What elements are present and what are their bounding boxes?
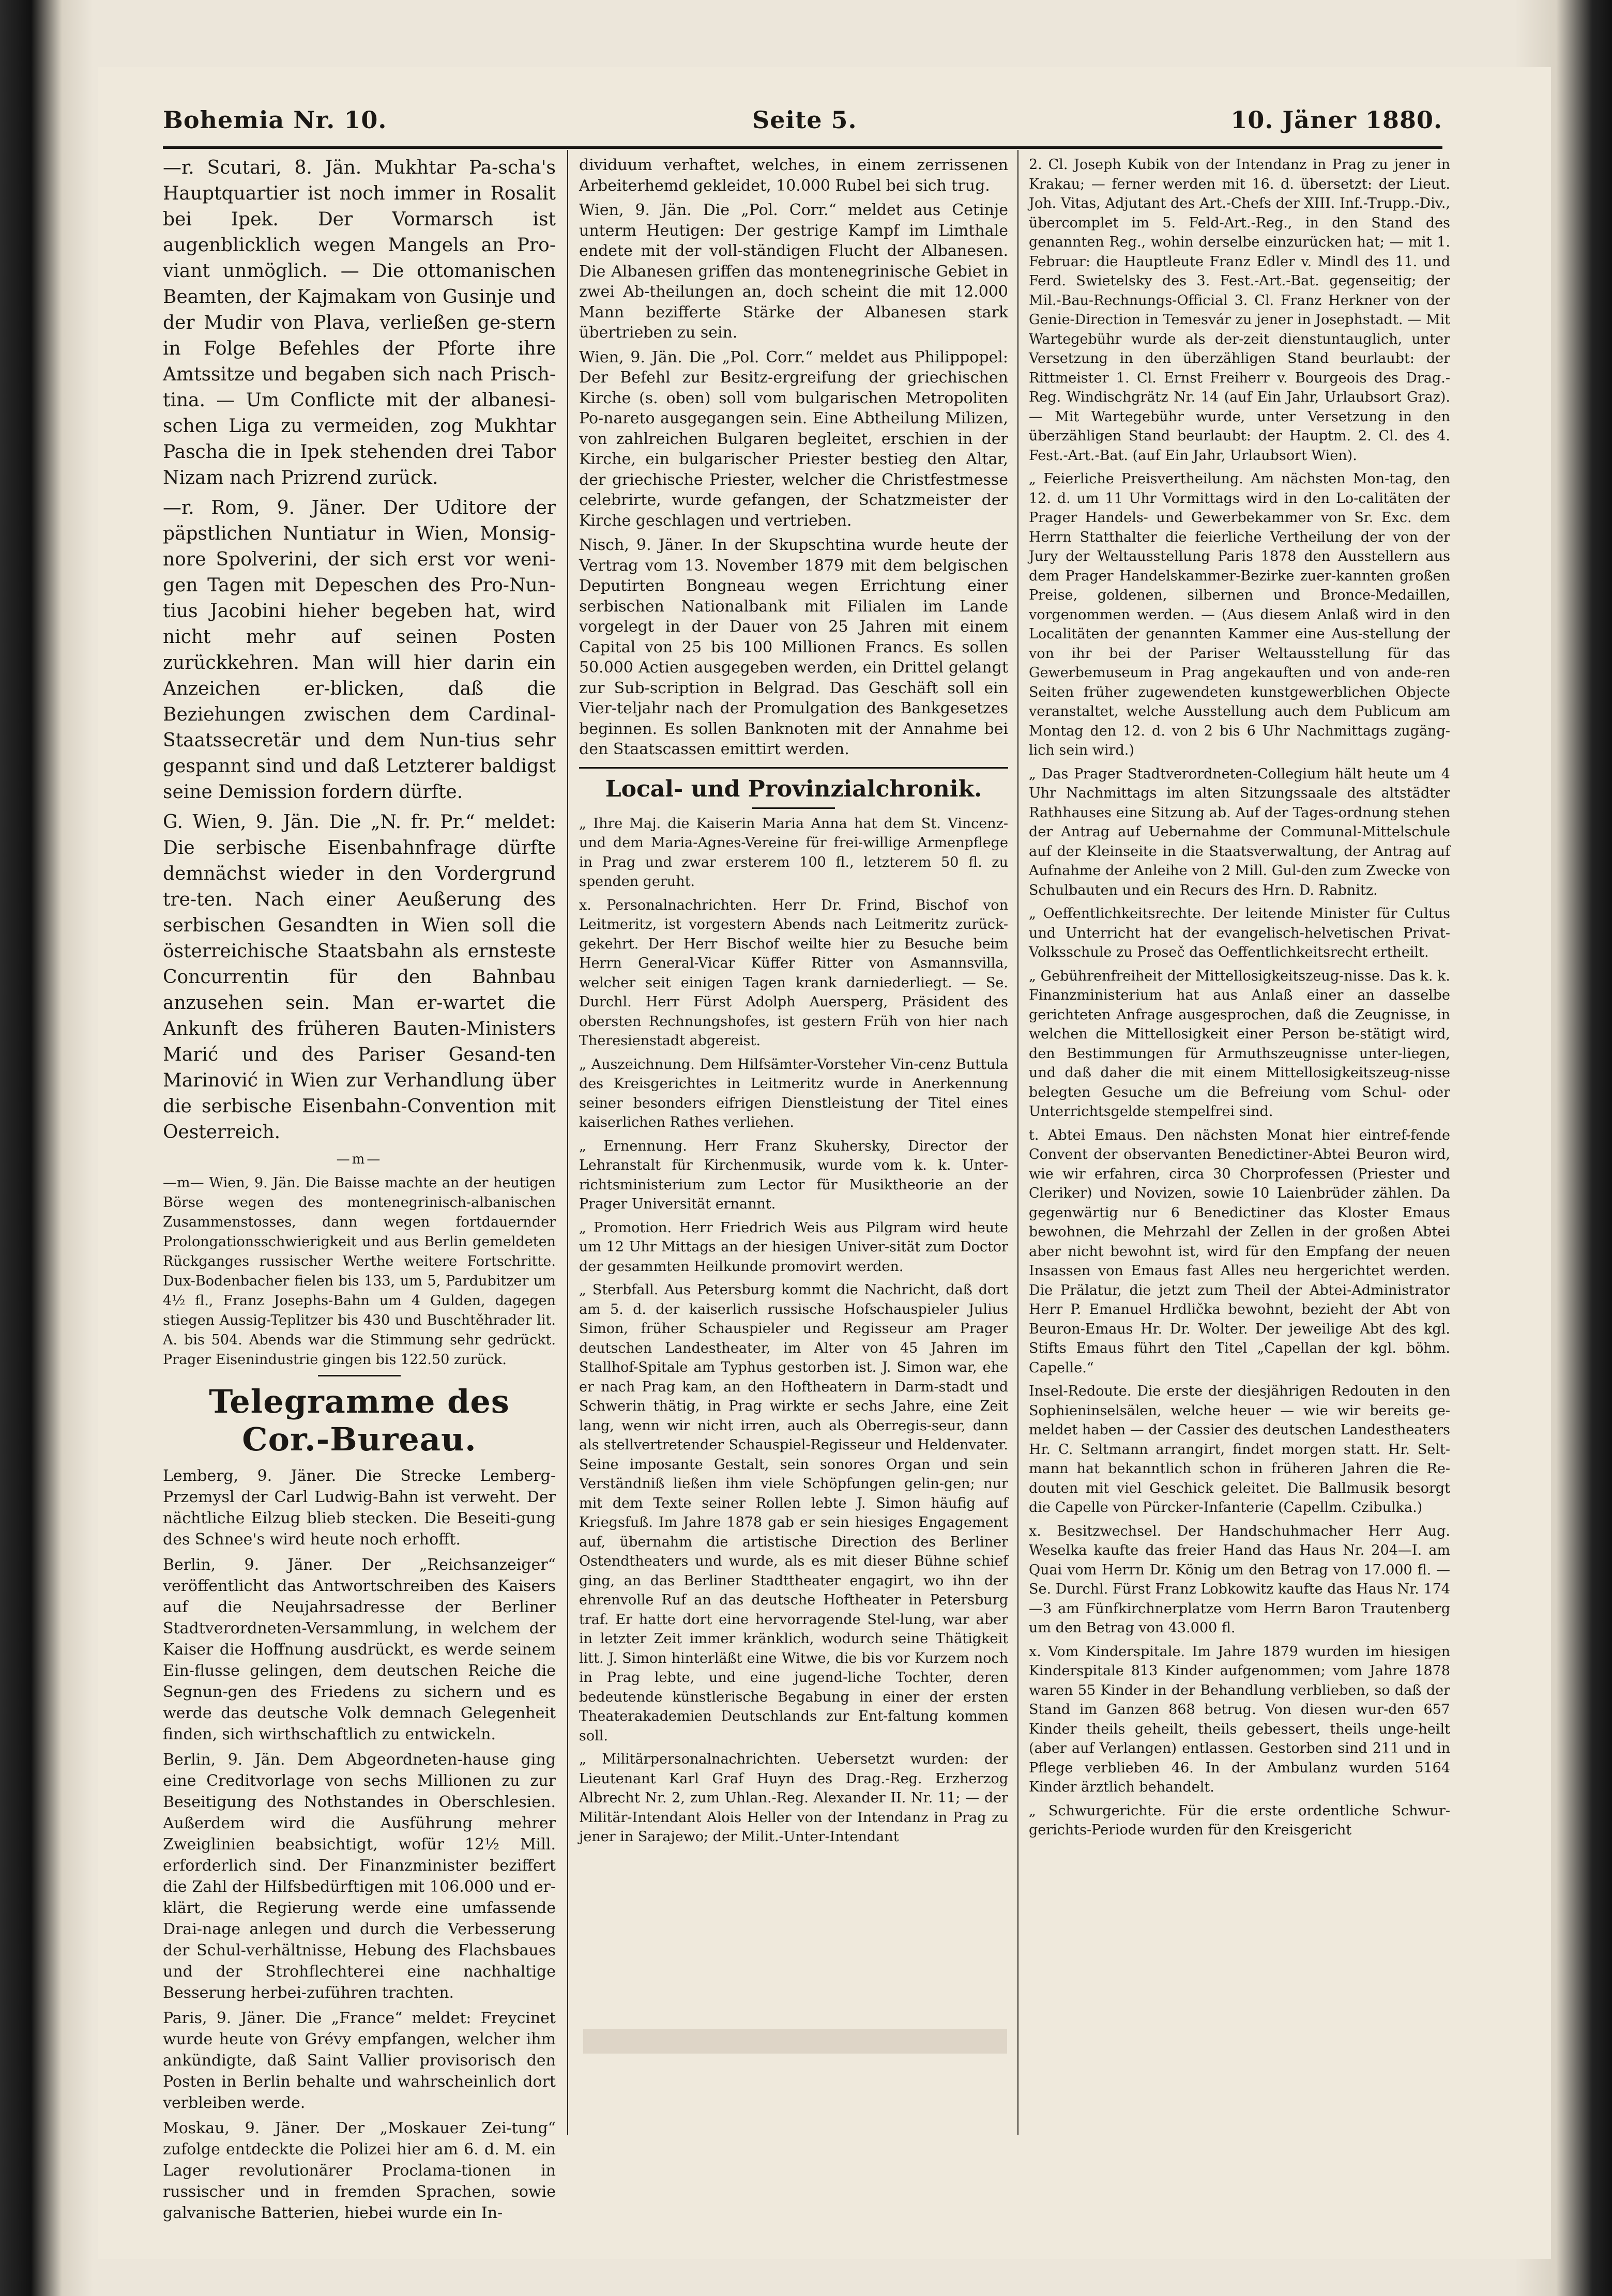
- section-title-telegramme: Telegramme des Cor.-Bureau.: [209, 1383, 510, 1458]
- article-militaer-cont: 2. Cl. Joseph Kubik von der Intendanz in Prag zu jener in Krakau; — ferner werden mit 16. d. übersetzt: der Lieut. Joh. Vitas, Adjutant des Art.-Chefs der XIII. Inf.-Trupp.-Div., übercomplet im 5. Feld-Art.-Reg., in den Stand des genannten Reg., wohin derselbe einzurücken hat; — mit 1. Februar: die Hauptleute Franz Edler v. Mindl des 11. und Ferd. Swietelsky des 3. Fest.-Art.-Bat. gegenseitig; der Mil.-Bau-Rechnungs-Official 3. Cl. Franz Herkner von der Genie-Direction in Temesvár zu jener in Josephstadt. — Mit Wartegebühr wurde als der-zeit dienstuntauglich, unter Versetzung in den überzähligen Stand beurlaubt: der Rittmeister 1. Cl. Ernst Freiherr v. Bourgeois des Drag.-Reg. Windischgrätz Nr. 14 (auf Ein Jahr, Urlaubsort Graz). — Mit Wartegebühr wurde, unter Versetzung in den überzähligen Stand beurlaubt: der Hauptm. 2. Cl. des 4. Fest.-Art.-Bat. (auf Ein Jahr, Urlaubsort Wien).: [1029, 157, 1450, 464]
- article-personalnachrichten: x. Personalnachrichten. Herr Dr. Frind, Bischof von Leitmeritz, ist vorgestern Abends nach Leitmeritz zurück-gekehrt. Der Herr Bischof weilte hier zu Besuche beim Herrn General-Vicar Küffer Ritter von Asmannsvilla, welcher seit einigen Tagen krank darniederliegt. — Se. Durchl. Herr Fürst Adolph Auersperg, Präsident des obersten Rechnungshofes, ist gestern Früh von hier nach Theresienstadt abgereist.: [579, 897, 1008, 1049]
- column-1: [163, 155, 556, 2222]
- article-berlin-reichsanzeiger: Berlin, 9. Jäner. Der „Reichsanzeiger“ veröffentlicht das Antwortschreiben des Kaisers auf die Neujahrsadresse der Berliner Stadtverordneten-Versammlung, in welchem der Kaiser die Hoffnung ausdrückt, es werde seinem Ein-flusse gelingen, dem deutschen Reiche die Segnun-gen des Friedens zu sichern und es werde das deutsche Volk demnach Gelegenheit finden, sich wirthschaftlich zu entwickeln.: [163, 1556, 556, 1743]
- column-divider-1: [567, 150, 568, 2135]
- article-ernennung: „ Ernennung. Herr Franz Skuhersky, Director der Lehranstalt für Kirchenmusik, wurde vom k. k. Unter-richtsministerium zum Lector für Musiktheorie an der Prager Universität ernannt.: [579, 1138, 1008, 1212]
- article-berlin-abgeordnetenhaus: Berlin, 9. Jän. Dem Abgeordneten-hause ging eine Creditvorlage von sechs Millionen zu zur Beseitigung des Nothstandes in Oberschlesien. Außerdem wird die Ausführung mehrer Zweiglinien beabsichtigt, wofür 12½ Mill. erforderlich sind. Der Finanzminister beziffert die Zahl der Hilfsbedürftigen mit 106.000 und er-klärt, die Regierung werde eine umfassende Drai-nage anlegen und durch die Verbesserung der Schul-verhältnisse, Hebung des Flachsbaues und der Strohflechterei eine nachhaltige Besserung herbei-zuführen trachten.: [163, 1751, 556, 2002]
- header-date: 10. Jäner 1880.: [1230, 106, 1442, 134]
- short-rule: [318, 1375, 401, 1376]
- article-moskau: Moskau, 9. Jäner. Der „Moskauer Zei-tung“ zufolge entdeckte die Polizei hier am 6. d. M. ein Lager revolutionärer Proclama-tionen in russischer und in fremden Sprachen, sowie galvanische Batterien, hiebei wurde ein In-: [163, 2119, 556, 2222]
- article-lemberg: Lemberg, 9. Jäner. Die Strecke Lemberg-Przemysl der Carl Ludwig-Bahn ist verweht. Der nächtliche Eilzug blieb stecken. Die Beseiti-gung des Schnee's wird heute noch erhofft.: [163, 1467, 556, 1549]
- article-paris: Paris, 9. Jäner. Die „France“ meldet: Freycinet wurde heute von Grévy empfangen, welcher ihm ankündigte, daß Saint Vallier provisorisch den Posten in Berlin behalte und wahrscheinlich dort verbleiben werde.: [163, 2009, 556, 2112]
- article-abtei-emaus: t. Abtei Emaus. Den nächsten Monat hier eintref-fende Convent der observanten Benedictiner-Abtei Beuron wird, wie wir erfahren, circa 30 Chorprofessen (Priester und Cleriker) und Novizen, sowie 10 Laienbrüder zählen. Da gegenwärtig nur 6 Benedictiner das Kloster Emaus bewohnen, die Mehrzahl der Zellen in der großen Abtei aber nicht bewohnt ist, wird für den Empfang der neuen Insassen von Emaus fast Alles neu hergerichtet werden. Die Prälatur, die jetzt zum Theil der Abtei-Administrator Herr P. Emanuel Hrdlička bewohnt, bezieht der Abt von Beuron-Emaus Hr. Dr. Wolter. Der jeweilige Abt des kgl. Stifts Emaus führt den Titel „Capellan der kgl. böhm. Capelle.“: [1029, 1127, 1450, 1376]
- article-gebuehrenfreiheit: „ Gebührenfreiheit der Mittellosigkeitszeug-nisse. Das k. k. Finanzministerium hat aus Anlaß einer an dasselbe gerichteten Anfrage ausgesprochen, daß die Zeugnisse, in welchen die Mittellosigkeit einer Person be-stätigt wird, den Bestimmungen für Armuthszeugnisse unter-liegen, und daß daher die mit einem Mittellosigkeitszeug-nisse belegten Gesuche um die Befreiung vom Schul- oder Unterrichtsgelde stempelfrei sind.: [1029, 968, 1450, 1120]
- column-divider-2: [1017, 150, 1018, 2135]
- article-wien-eisenbahn: G. Wien, 9. Jän. Die „N. fr. Pr.“ meldet: Die serbische Eisenbahnfrage dürfte demnächst wieder in den Vordergrund tre-ten. Nach einer Aeußerung des serbischen Gesandten in Wien soll die österreichische Staatsbahn als ernsteste Concurrentin für den Bahnbau anzusehen sein. Man er-wartet die Ankunft des früheren Bauten-Ministers Marić und des Pariser Gesand-ten Marinović in Wien zur Verhandlung über die serbische Eisenbahn-Convention mit Oesterreich.: [163, 812, 556, 1143]
- header-page-number: Seite 5.: [752, 106, 857, 134]
- article-wien-cetinje: Wien, 9. Jän. Die „Pol. Corr.“ meldet aus Cetinje unterm Heutigen: Der gestrige Kampf im Limthale endete mit der voll-ständigen Flucht der Albanesen. Die Albanesen griffen das montenegrinische Gebiet in zwei Ab-theilungen an, doch scheint die mit 12.000 Mann bezifferte Stärke der Albanesen stark übertrieben zu sein.: [579, 201, 1008, 342]
- article-insel-redoute: Insel-Redoute. Die erste der diesjährigen Redouten in den Sophieninselsälen, welche heuer — wie wir bereits ge-meldet haben — der Cassier des deutschen Landestheaters Hr. C. Seltmann arrangirt, findet morgen statt. Hr. Selt-mann hat bekanntlich schon in früheren Jahren die Re-douten mit viel Geschick geleitet. Die Ballmusik besorgt die Capelle von Pürcker-Infanterie (Capellm. Czibulka.): [1029, 1383, 1450, 1516]
- article-oeffentlichkeitsrecht: „ Oeffentlichkeitsrechte. Der leitende Minister für Cultus und Unterricht hat der evangelisch-helvetischen Privat-Volksschule zu Proseč das Oeffentlichkeitsrecht ertheilt.: [1029, 906, 1450, 960]
- header-rule: [163, 146, 1442, 149]
- article-rom: —r. Rom, 9. Jäner. Der Uditore der päpstlichen Nuntiatur in Wien, Monsig-nore Spolverini, der sich erst vor weni-gen Tagen mit Depeschen des Pro-Nun-tius Jacobini hieher begeben hat, wird nicht mehr auf seinen Posten zurückkehren. Man will hier darin ein Anzeichen er-blicken, daß die Beziehungen zwischen dem Cardinal-Staatssecretär und dem Nun-tius sehr gespannt sind und daß Letzterer baldigst seine Demission fordern dürfte.: [163, 497, 556, 803]
- article-wien-philippopel: Wien, 9. Jän. Die „Pol. Corr.“ meldet aus Philippopel: Der Befehl zur Besitz-ergreifung der griechischen Kirche (s. oben) soll vom bulgarischen Metropoliten Po-nareto ausgegangen sein. Eine Abtheilung Milizen, von zahlreichen Bulgaren begleitet, erschien in der Kirche, ein bulgarischer Priester bestieg den Altar, der griechische Priester, welcher die Christfestmesse celebrirte, wurde gefangen, der Schatzmeister der Kirche geschlagen und vertrieben.: [579, 348, 1008, 530]
- divider-mark: —m—: [336, 1152, 383, 1167]
- article-kaiserin: „ Ihre Maj. die Kaiserin Maria Anna hat dem St. Vincenz- und dem Maria-Agnes-Vereine für frei-willige Armenpflege in Prag und zwar ersterem 100 fl., letzterem 50 fl. zu spenden geruht.: [579, 815, 1008, 890]
- page-header: [163, 106, 1442, 142]
- article-stadtverordnete: „ Das Prager Stadtverordneten-Collegium hält heute um 4 Uhr Nachmittags im alten Sitzungssaale des altstädter Rathhauses eine Sitzung ab. Auf der Tages-ordnung stehen der Antrag auf Uebernahme der Communal-Mittelschule auf der Kleinseite in die Staatsverwaltung, der Antrag auf Aufnahme der Anleihe von 2 Mill. Gul-den zum Zwecke von Schulbauten und ein Recurs des Hrn. D. Rabnitz.: [1029, 766, 1450, 898]
- short-rule-2: [752, 807, 835, 809]
- article-moskau-cont: dividuum verhaftet, welches, in einem zerrissenen Arbeiterhemd gekleidet, 10.000 Rubel bei sich trug.: [579, 156, 1008, 195]
- header-title: Bohemia Nr. 10.: [163, 106, 387, 134]
- column-2: [579, 155, 1008, 2140]
- article-auszeichnung: „ Auszeichnung. Dem Hilfsämter-Vorsteher Vin-cenz Buttula des Kreisgerichtes in Leitmeritz wurde in Anerkennung seiner besonders eifrigen Dienstleistung der Titel eines kaiserlichen Rathes verliehen.: [579, 1056, 1008, 1130]
- article-kinderspital: x. Vom Kinderspitale. Im Jahre 1879 wurden im hiesigen Kinderspitale 813 Kinder aufgenommen; vom Jahre 1878 waren 55 Kinder in der Behandlung verblieben, so daß der Stand im Ganzen 868 betrug. Von diesen wur-den 657 Kinder theils geheilt, theils gebessert, theils unge-heilt (aber auf Verlangen) entlassen. Gestorben sind 211 und in Pflege verblieben 46. In der Ambulanz wurden 5164 Kinder ärztlich behandelt.: [1029, 1643, 1450, 1795]
- section-title-localchronik: Local- und Provinzialchronik.: [605, 775, 982, 802]
- article-schwurgerichte: „ Schwurgerichte. Für die erste ordentliche Schwur-gerichts-Periode wurden für den Kreisgericht: [1029, 1802, 1450, 1838]
- section-rule: [579, 767, 1008, 769]
- article-scutari: —r. Scutari, 8. Jän. Mukhtar Pa-scha's Hauptquartier ist noch immer in Rosalit bei Ipek. Der Vormarsch ist augenblicklich wegen Mangels an Pro-viant unmöglich. — Die ottomanischen Beamten, der Kajmakam von Gusinje und der Mudir von Plava, verließen ge-stern in Folge Befehles der Pforte ihre Amtssitze und begaben sich nach Prisch-tina. — Um Conflicte mit der albanesi-schen Liga zu vermeiden, zog Mukhtar Pascha die in Ipek stehenden drei Tabor Nizam nach Prizrend zurück.: [163, 157, 556, 488]
- article-boerse: —m— Wien, 9. Jän. Die Baisse machte an der heutigen Börse wegen des montenegrinisch-albanischen Zusammenstosses, dann wegen fortdauernder Prolongationsschwierigkeit und aus Berlin gemeldeten Rückganges russischer Werthe weitere Fortschritte. Dux-Bodenbacher fielen bis 133, um 5, Pardubitzer um 4½ fl., Franz Josephs-Bahn um 4 Gulden, dagegen stiegen Aussig-Teplitzer bis 430 und Buschtěhrader lit. A. bis 504. Abends war die Stimmung sehr gedrückt. Prager Eisenindustrie gingen bis 122.50 zurück.: [163, 1175, 556, 1368]
- article-sterbfall: „ Sterbfall. Aus Petersburg kommt die Nachricht, daß dort am 5. d. der kaiserlich russische Hofschauspieler Julius Simon, früher Schauspieler und Regisseur am Prager deutschen Landestheater, im Alter von 45 Jahren im Stallhof-Spitale am Typhus gestorben ist. J. Simon war, ehe er nach Prag kam, an den Hoftheatern in Darm-stadt und Schwerin thätig, in Prag wirkte er sechs Jahre, eine Zeit lang, wenn wir nicht irren, auch als Oberregis-seur, dann als stellvertretender Schauspiel-Regisseur und Heldenvater. Seine imposante Gestalt, sein sonores Organ und sein Verständniß ließen ihm viele Schöpfungen gelin-gen; nur mit dem Texte seiner Rollen lebte J. Simon häufig auf Kriegsfuß. Im Jahre 1878 gab er sein hiesiges Engagement auf, übernahm die artistische Direction des Berliner Ostendtheaters und wurde, als es mit dieser Bühne schief ging, an das Berliner Stadttheater engagirt, wo ihn der ehrenvolle Ruf an das deutsche Hoftheater in Petersburg traf. Er hatte dort eine hervorragende Stel-lung, war aber in letzter Zeit immer kränklich, wodurch seine Thätigkeit litt. J. Simon hinterläßt eine Witwe, die bis vor Kurzem noch in Prag lebte, und eine jugend-liche Tochter, deren bedeutende künstlerische Begabung in einer der ersten Theaterakademien Deutschlands zur Ent-faltung kommen soll.: [579, 1282, 1008, 1744]
- scan-tape-mark: [583, 2029, 1007, 2054]
- article-militaerpersonal: „ Militärpersonalnachrichten. Uebersetzt wurden: der Lieutenant Karl Graf Huyn des Drag.-Reg. Erzherzog Albrecht Nr. 2, zum Uhlan.-Reg. Alexander II. Nr. 11; — der Militär-Intendant Alois Heller von der Intendanz in Prag zu jener in Sarajewo; der Milit.-Unter-Intendant: [579, 1751, 1008, 1845]
- article-besitzwechsel: x. Besitzwechsel. Der Handschuhmacher Herr Aug. Weselka kaufte das freier Hand das Haus Nr. 204—I. am Quai vom Herrn Dr. König um den Betrag von 17.000 fl. — Se. Durchl. Fürst Franz Lobkowitz kaufte das Haus Nr. 174—3 am Fünfkirchnerplatze vom Herrn Baron Trautenberg um den Betrag von 43.000 fl.: [1029, 1523, 1450, 1636]
- article-preisvertheilung: „ Feierliche Preisvertheilung. Am nächsten Mon-tag, den 12. d. um 11 Uhr Vormittags wird in den Lo-calitäten der Prager Handels- und Gewerbekammer von Sr. Exc. dem Herrn Statthalter die feierliche Vertheilung der von der Jury der Weltausstellung Paris 1878 den Ausstellern aus dem Prager Handelskammer-Bezirke zuer-kannten großen Preise, goldenen, silbernen und Bronce-Medaillen, vorgenommen werden. — (Aus diesem Anlaß wird in den Localitäten der genannten Kammer eine Aus-stellung der von ihr bei der Pariser Weltausstellung für das Gewerbemuseum in Prag angekauften und von ande-ren Seiten früher zugewendeten kunstgewerblichen Objecte veranstaltet, welche Ausstellung auch dem Publicum am Montag den 12. d. von 2 bis 6 Uhr Nachmittags zugäng-lich sein wird.): [1029, 471, 1450, 758]
- article-nisch: Nisch, 9. Jäner. In der Skupschtina wurde heute der Vertrag vom 13. November 1879 mit dem belgischen Deputirten Bongneau wegen Errichtung einer serbischen Nationalbank mit Filialen im Lande vorgelegt in der Dauer von 25 Jahren mit einem Capital von 25 bis 100 Millionen Francs. Es sollen 50.000 Actien ausgegeben werden, ein Drittel gelangt zur Sub-scription in Belgrad. Das Geschäft soll ein Vier-teljahr nach der Promulgation des Bankgesetzes beginnen. Es sollen Banknoten mit der Annahme bei den Staatscassen emittirt werden.: [579, 536, 1008, 758]
- column-3: [1029, 155, 1450, 2140]
- article-promotion: „ Promotion. Herr Friedrich Weis aus Pilgram wird heute um 12 Uhr Mittags an der hiesigen Univer-sität zum Doctor der gesammten Heilkunde promovirt werden.: [579, 1219, 1008, 1275]
